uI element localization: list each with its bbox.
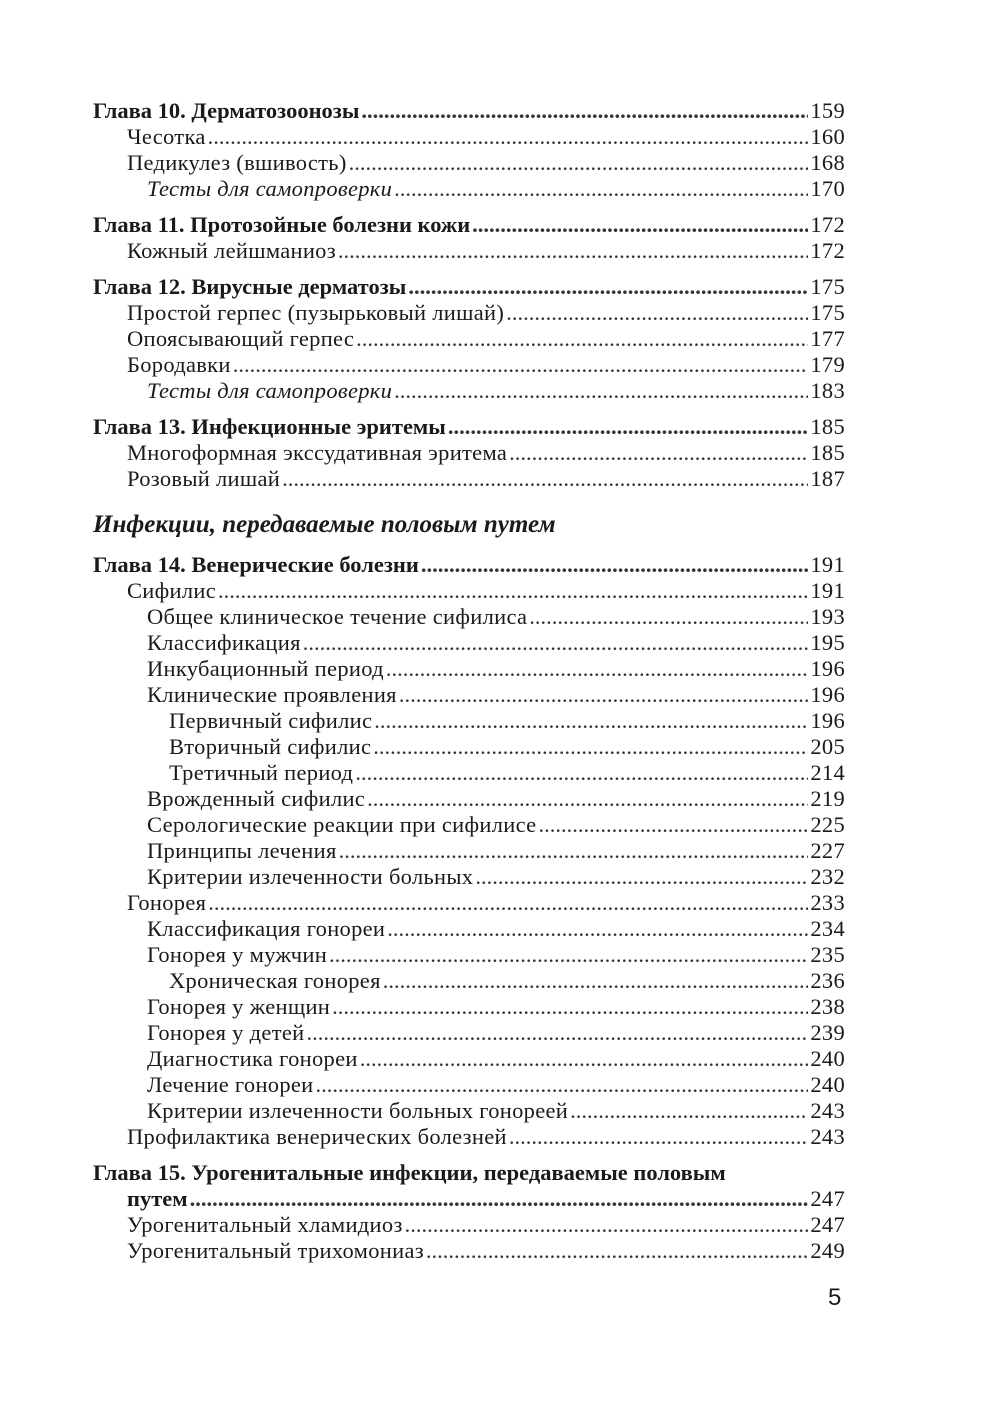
- toc-entry-title: Профилактика венерических болезней: [127, 1124, 507, 1149]
- toc-entry-title: Кожный лейшманиоз: [127, 238, 336, 263]
- toc-entry[interactable]: [93, 440, 845, 466]
- dot-leader: [218, 578, 808, 604]
- toc-entry-title: Глава 13. Инфекционные эритемы: [93, 414, 446, 439]
- dot-leader: [509, 1124, 809, 1150]
- toc-entry-title: Гонорея у детей: [147, 1020, 305, 1045]
- toc-entry-title: Глава 10. Дерматозоонозы: [93, 98, 360, 123]
- toc-entry[interactable]: [93, 1098, 845, 1124]
- toc-entry-page: 193: [810, 604, 845, 629]
- dot-leader: [472, 212, 808, 238]
- toc-entry-title: Глава 11. Протозойные болезни кожи: [93, 212, 471, 237]
- dot-leader: [421, 552, 809, 578]
- toc-entry[interactable]: [93, 300, 845, 326]
- dot-leader: [509, 440, 808, 466]
- toc-entry[interactable]: [93, 1072, 845, 1098]
- toc-entry[interactable]: [93, 578, 845, 604]
- dot-leader: [208, 124, 809, 150]
- toc-entry[interactable]: [93, 734, 845, 760]
- toc-entry-title: Врожденный сифилис: [147, 786, 366, 811]
- toc-entry-title: Гонорея: [127, 890, 207, 915]
- toc-entry-title: Бородавки: [127, 352, 231, 377]
- toc-entry-page: 179: [810, 352, 845, 377]
- dot-leader: [356, 326, 808, 352]
- toc-entry[interactable]: [93, 414, 845, 440]
- toc-entry[interactable]: [93, 326, 845, 352]
- toc-entry-title: Вторичный сифилис: [169, 734, 372, 759]
- dot-leader: [349, 150, 809, 176]
- toc-entry-page: 219: [810, 786, 845, 811]
- page-number: 5: [828, 1284, 842, 1311]
- dot-leader: [506, 300, 808, 326]
- toc-entry[interactable]: [93, 968, 845, 994]
- toc-entry-title: Розовый лишай: [127, 466, 281, 491]
- toc-entry-title: Гонорея у мужчин: [147, 942, 328, 967]
- toc-entry[interactable]: [93, 630, 845, 656]
- toc-entry[interactable]: [93, 1020, 845, 1046]
- toc-entry-page: 249: [810, 1238, 845, 1263]
- toc-entry-page: 236: [810, 968, 845, 993]
- toc-entry-title: Классификация гонореи: [147, 916, 386, 941]
- toc-entry[interactable]: [93, 1186, 845, 1212]
- toc-entry[interactable]: [93, 466, 845, 492]
- toc-entry-title: Первичный сифилис: [169, 708, 373, 733]
- dot-leader: [355, 760, 808, 786]
- toc-entry-page: 172: [810, 238, 845, 263]
- dot-leader: [529, 604, 808, 630]
- toc-entry-page: 232: [810, 864, 845, 889]
- toc-entry[interactable]: [93, 274, 845, 300]
- toc-entry-page: 168: [810, 150, 845, 175]
- dot-leader: [282, 466, 808, 492]
- toc-entry-page: 172: [810, 212, 845, 237]
- toc-entry-title: Сифилис: [127, 578, 217, 603]
- toc-entry-page: 205: [810, 734, 845, 759]
- dot-leader: [399, 682, 809, 708]
- section-heading: Инфекции, передаваемые половым путем: [93, 511, 556, 538]
- toc-entry-page: 185: [810, 414, 845, 439]
- dot-leader: [394, 176, 808, 202]
- toc-entry[interactable]: [93, 916, 845, 942]
- toc-entry-page: 187: [810, 466, 845, 491]
- toc-entry-page: 227: [810, 838, 845, 863]
- toc-entry-title: Классификация: [147, 630, 301, 655]
- toc-entry-page: 238: [810, 994, 845, 1019]
- dot-leader: [448, 414, 809, 440]
- toc-entry-title: Педикулез (вшивость): [127, 150, 347, 175]
- toc-entry[interactable]: [93, 890, 845, 916]
- dot-leader: [538, 812, 808, 838]
- toc-entry[interactable]: [93, 1046, 845, 1072]
- toc-entry-title: Опоясывающий герпес: [127, 326, 355, 351]
- dot-leader: [405, 1212, 809, 1238]
- toc-entry-page: 196: [810, 682, 845, 707]
- toc-entry-page: 239: [810, 1020, 845, 1045]
- toc-chapter-title: Глава 15. Урогенитальные инфекции, передаваемые половым: [93, 1160, 726, 1185]
- toc-entry[interactable]: [93, 812, 845, 838]
- toc-entry[interactable]: [93, 238, 845, 264]
- toc-entry-page: 234: [810, 916, 845, 941]
- toc-entry-title: Лечение гонореи: [147, 1072, 314, 1097]
- dot-leader: [383, 968, 809, 994]
- dot-leader: [303, 630, 809, 656]
- toc-entry-title: Глава 14. Венерические болезни: [93, 552, 419, 577]
- toc-entry[interactable]: [93, 124, 845, 150]
- toc-entry-page: 240: [810, 1046, 845, 1071]
- toc-entry-title: Критерии излеченности больных гонореей: [147, 1098, 569, 1123]
- dot-leader: [367, 786, 808, 812]
- toc-entry[interactable]: [93, 150, 845, 176]
- dot-leader: [374, 708, 808, 734]
- dot-leader: [338, 238, 808, 264]
- toc-entry[interactable]: [93, 1212, 845, 1238]
- toc-entry-title: Гонорея у женщин: [147, 994, 331, 1019]
- dot-leader: [475, 864, 808, 890]
- dot-leader: [329, 942, 808, 968]
- dot-leader: [387, 916, 808, 942]
- toc-entry[interactable]: [93, 838, 845, 864]
- toc-entry-title: Третичный период: [169, 760, 354, 785]
- dot-leader: [394, 378, 808, 404]
- toc-entry-title: Хроническая гонорея: [169, 968, 381, 993]
- dot-leader: [361, 98, 808, 124]
- toc-entry-page: 225: [810, 812, 845, 837]
- dot-leader: [426, 1238, 808, 1264]
- toc-entry[interactable]: [93, 604, 845, 630]
- toc-entry-page: 243: [810, 1098, 845, 1123]
- table-of-contents: [93, 98, 845, 1264]
- toc-entry[interactable]: [93, 212, 845, 238]
- toc-entry-title: Простой герпес (пузырьковый лишай): [127, 300, 505, 325]
- dot-leader: [316, 1072, 809, 1098]
- toc-entry[interactable]: [93, 552, 845, 578]
- dot-leader: [570, 1098, 808, 1124]
- toc-entry-page: 243: [810, 1124, 845, 1149]
- dot-leader: [332, 994, 808, 1020]
- toc-entry-title: Урогенитальный трихомониаз: [127, 1238, 424, 1263]
- toc-entry[interactable]: [93, 760, 845, 786]
- toc-entry-page: 195: [810, 630, 845, 655]
- toc-entry-page: 240: [810, 1072, 845, 1097]
- toc-entry-page: 185: [810, 440, 845, 465]
- toc-entry-page: 170: [810, 176, 845, 201]
- dot-leader: [408, 274, 808, 300]
- toc-entry[interactable]: [93, 786, 845, 812]
- toc-entry[interactable]: [93, 1238, 845, 1264]
- toc-entry[interactable]: [93, 942, 845, 968]
- toc-entry-page: 159: [810, 98, 845, 123]
- toc-entry-page: 247: [810, 1186, 845, 1211]
- dot-leader: [208, 890, 808, 916]
- toc-entry-title: Серологические реакции при сифилисе: [147, 812, 537, 837]
- toc-entry[interactable]: [93, 98, 845, 124]
- toc-entry[interactable]: [93, 378, 845, 404]
- toc-entry[interactable]: [93, 994, 845, 1020]
- toc-entry-title: Общее клиническое течение сифилиса: [147, 604, 528, 629]
- toc-entry-title: Тесты для самопроверки: [147, 176, 393, 201]
- toc-entry[interactable]: [93, 682, 845, 708]
- toc-entry[interactable]: [93, 708, 845, 734]
- toc-entry-title: Диагностика гонореи: [147, 1046, 358, 1071]
- toc-entry[interactable]: [93, 656, 845, 682]
- toc-entry[interactable]: [93, 864, 845, 890]
- toc-entry-page: 191: [810, 552, 845, 577]
- toc-entry-page: 235: [810, 942, 845, 967]
- toc-entry-page: 175: [810, 274, 845, 299]
- dot-leader: [339, 838, 809, 864]
- toc-entry-page: 175: [810, 300, 845, 325]
- toc-entry-title: Клинические проявления: [147, 682, 397, 707]
- dot-leader: [360, 1046, 809, 1072]
- toc-entry-title: Принципы лечения: [147, 838, 337, 863]
- toc-entry-title: Урогенитальный хламидиоз: [127, 1212, 403, 1237]
- dot-leader: [190, 1186, 809, 1212]
- toc-entry-page: 196: [810, 656, 845, 681]
- toc-entry-title: Глава 12. Вирусные дерматозы: [93, 274, 407, 299]
- toc-entry[interactable]: [93, 352, 845, 378]
- dot-leader: [306, 1020, 808, 1046]
- toc-entry-page: 160: [810, 124, 845, 149]
- toc-entry-title: Тесты для самопроверки: [147, 378, 393, 403]
- toc-entry-page: 233: [810, 890, 845, 915]
- dot-leader: [373, 734, 808, 760]
- dot-leader: [386, 656, 808, 682]
- dot-leader: [233, 352, 809, 378]
- toc-entry-page: 247: [810, 1212, 845, 1237]
- toc-entry-title: Многоформная экссудативная эритема: [127, 440, 508, 465]
- toc-entry-page: 214: [810, 760, 845, 785]
- toc-entry-title: Чесотка: [127, 124, 206, 149]
- toc-entry-title: Инкубационный период: [147, 656, 384, 681]
- toc-entry-page: 196: [810, 708, 845, 733]
- toc-entry-title: Критерии излеченности больных: [147, 864, 474, 889]
- toc-entry[interactable]: [93, 1124, 845, 1150]
- toc-entry[interactable]: [93, 176, 845, 202]
- toc-entry-page: 177: [810, 326, 845, 351]
- toc-entry-page: 191: [810, 578, 845, 603]
- toc-entry-page: 183: [810, 378, 845, 403]
- toc-entry-title: путем: [127, 1186, 188, 1211]
